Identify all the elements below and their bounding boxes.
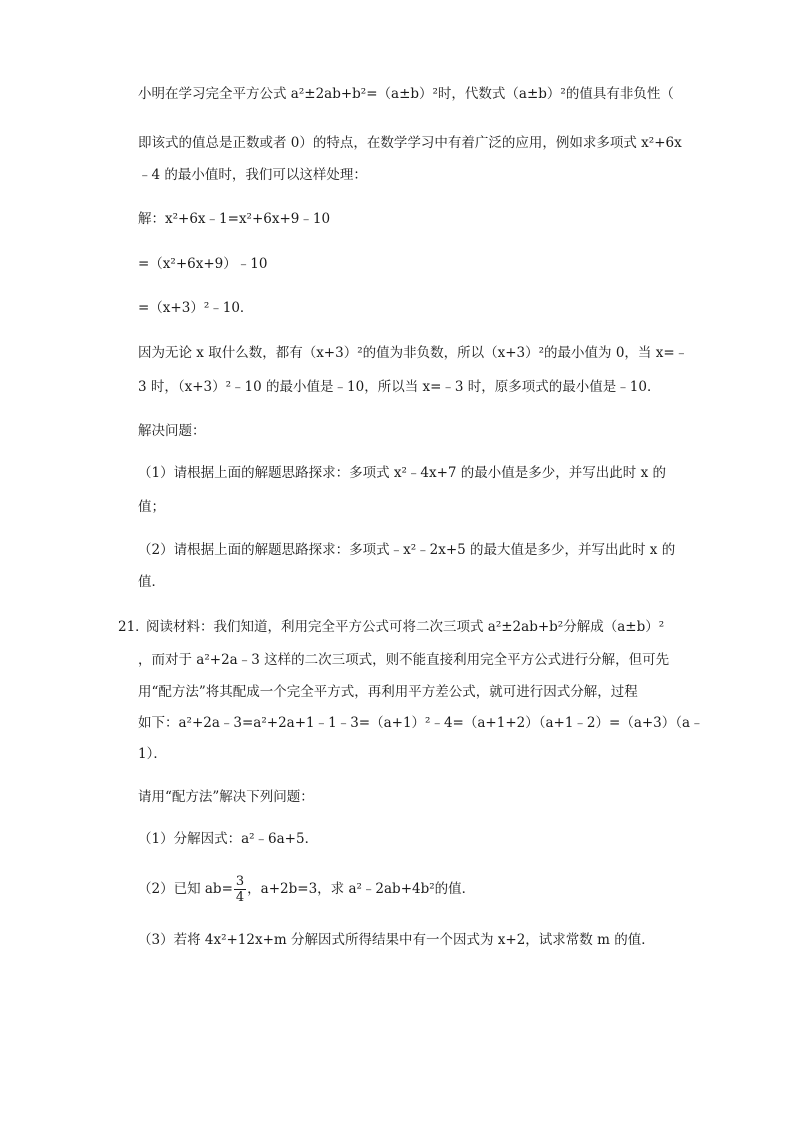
problem-1-line-2: 值； — [138, 499, 165, 515]
question-number: 21． — [118, 619, 149, 635]
problem-2-line-2: 值． — [138, 574, 165, 590]
solution-step-3: =（x+3）²﹣10． — [138, 300, 254, 316]
q21-line-3: 用“配方法”将其配成一个完全平方式，再利用平方差公式，就可进行因式分解，过程 — [138, 684, 638, 700]
problem-2-line-1: （2）请根据上面的解题思路探求：多项式﹣x²﹣2x+5 的最大值是多少，并写出此时 x 的 — [138, 542, 676, 558]
solution-step-2: =（x²+6x+9）﹣10 — [138, 256, 268, 272]
reasoning-line-1: 因为无论 x 取什么数，都有（x+3）²的值为非负数，所以（x+3）²的最小值为 0，当 x=﹣ — [138, 345, 689, 361]
q21-prompt: 请用“配方法”解决下列问题： — [138, 789, 314, 805]
problems-heading: 解决问题： — [138, 423, 206, 439]
q21-item-1: （1）分解因式：a²﹣6a+5． — [138, 831, 319, 847]
reasoning-line-2: 3 时，（x+3）²﹣10 的最小值是﹣10，所以当 x=﹣3 时，原多项式的最小值是﹣10． — [138, 379, 661, 395]
q21-item-2-prefix: （2）已知 ab= — [138, 881, 233, 897]
fraction — [234, 874, 246, 905]
problem-1-line-1: （1）请根据上面的解题思路探求：多项式 x²﹣4x+7 的最小值是多少，并写出此时 x 的 — [138, 465, 666, 481]
q21-item-2 — [138, 874, 475, 905]
q21-line-4: 如下：a²+2a﹣3=a²+2a+1﹣1﹣3=（a+1）²﹣4=（a+1+2）（a+1﹣2）=（a+3）（a﹣ — [138, 715, 704, 731]
fraction-numerator: 3 — [235, 874, 245, 889]
q21-item-3: （3）若将 4x²+12x+m 分解因式所得结果中有一个因式为 x+2，试求常数 m 的值． — [138, 932, 655, 948]
q21-line-2: ，而对于 a²+2a﹣3 这样的二次三项式，则不能直接利用完全平方公式进行分解，但可先 — [138, 652, 670, 668]
solution-step-1: 解：x²+6x﹣1=x²+6x+9﹣10 — [138, 211, 331, 227]
q21-line-1: 阅读材料：我们知道，利用完全平方公式可将二次三项式 a²±2ab+b²分解成（a±b）² — [146, 619, 665, 635]
intro-line-2: 即该式的值总是正数或者 0）的特点，在数学学习中有着广泛的应用，例如求多项式 x²+6x — [138, 135, 682, 151]
q21-line-5: 1）． — [138, 746, 167, 762]
q21-item-2-suffix: ，a+2b=3，求 a²﹣2ab+4b²的值． — [247, 881, 476, 897]
fraction-denominator: 4 — [235, 890, 245, 905]
intro-line-3: ﹣4 的最小值时，我们可以这样处理： — [138, 167, 367, 183]
intro-line-1: 小明在学习完全平方公式 a²±2ab+b²=（a±b）²时，代数式（a±b）²的值具有非负性（ — [138, 86, 674, 102]
